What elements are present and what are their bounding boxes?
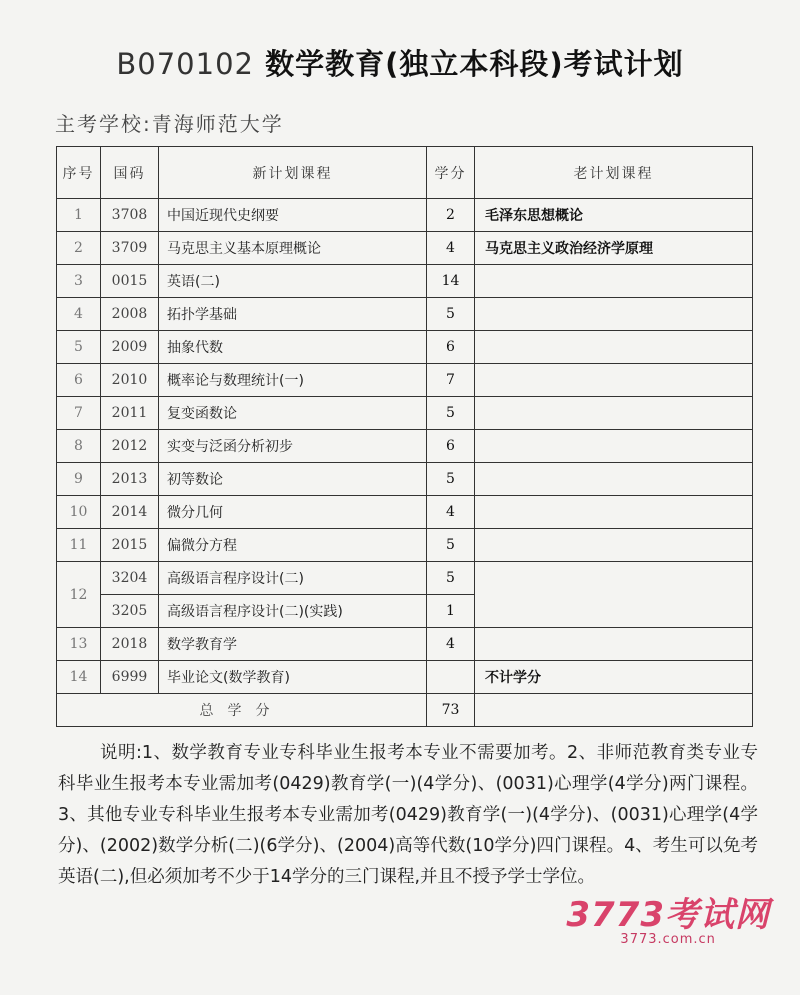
- row-new-course: 抽象代数: [159, 331, 427, 364]
- row-credits: 6: [427, 430, 475, 463]
- row-no: 6: [57, 364, 101, 397]
- row-code: 3708: [101, 199, 159, 232]
- row-code: 3205: [101, 595, 159, 628]
- table-row: [57, 397, 753, 430]
- table-header-row: [57, 147, 753, 199]
- row-credits: 5: [427, 562, 475, 595]
- row-old-course: [475, 265, 753, 298]
- row-credits: 1: [427, 595, 475, 628]
- row-code: 2010: [101, 364, 159, 397]
- table-row: [57, 562, 753, 595]
- row-code: 2015: [101, 529, 159, 562]
- row-no: 10: [57, 496, 101, 529]
- header-old-course: 老计划课程: [475, 147, 753, 199]
- row-old-course: 马克思主义政治经济学原理: [475, 232, 753, 265]
- table-row: [57, 232, 753, 265]
- row-credits: 5: [427, 298, 475, 331]
- row-credits: 5: [427, 397, 475, 430]
- header-new-course: 新计划课程: [159, 147, 427, 199]
- row-old-course: [475, 628, 753, 661]
- row-new-course: 拓扑学基础: [159, 298, 427, 331]
- total-credits: 73: [427, 694, 475, 727]
- table-row: [57, 628, 753, 661]
- row-new-course: 英语(二): [159, 265, 427, 298]
- row-new-course: 初等数论: [159, 463, 427, 496]
- page-title: [0, 42, 800, 83]
- row-code: 3709: [101, 232, 159, 265]
- row-credits: [427, 661, 475, 694]
- row-old-course: 不计学分: [475, 661, 753, 694]
- total-blank: [475, 694, 753, 727]
- row-old-course: [475, 529, 753, 562]
- table-row: [57, 331, 753, 364]
- row-credits: 4: [427, 232, 475, 265]
- row-code: 2008: [101, 298, 159, 331]
- row-new-course: 偏微分方程: [159, 529, 427, 562]
- notes-paragraph: 说明:1、数学教育专业专科毕业生报考本专业不需要加考。2、非师范教育类专业专科毕业生报考本专业需加考(0429)教育学(一)(4学分)、(0031)心理学(4学分)两门课程。3、其他专业专科毕业生报考本专业需加考(0429)教育学(一)(4学分)、(0031)心理学(4学分)、(2002)数学分析(二)(6学分)、(2004)高等代数(10学分)四门课程。4、考生可以免考英语(二),但必须加考不少于14学分的三门课程,并且不授予学士学位。: [58, 743, 758, 887]
- table-row: [57, 496, 753, 529]
- row-old-course: [475, 562, 753, 628]
- row-credits: 4: [427, 496, 475, 529]
- table-row: [57, 265, 753, 298]
- watermark-url: 3773.com.cn: [620, 932, 716, 947]
- row-credits: 7: [427, 364, 475, 397]
- table-row: [57, 364, 753, 397]
- total-row: [57, 694, 753, 727]
- table-row: [57, 529, 753, 562]
- row-old-course: [475, 430, 753, 463]
- row-code: 2009: [101, 331, 159, 364]
- header-no: 序号: [57, 147, 101, 199]
- row-no: 7: [57, 397, 101, 430]
- row-no: 2: [57, 232, 101, 265]
- row-new-course: 实变与泛函分析初步: [159, 430, 427, 463]
- row-new-course: 高级语言程序设计(二): [159, 562, 427, 595]
- row-new-course: 微分几何: [159, 496, 427, 529]
- row-credits: 5: [427, 463, 475, 496]
- row-old-course: [475, 463, 753, 496]
- row-code: 2014: [101, 496, 159, 529]
- exam-plan-table: [56, 146, 753, 727]
- row-credits: 14: [427, 265, 475, 298]
- row-credits: 6: [427, 331, 475, 364]
- row-no: 13: [57, 628, 101, 661]
- row-new-course: 毕业论文(数学教育): [159, 661, 427, 694]
- row-credits: 4: [427, 628, 475, 661]
- row-no: 14: [57, 661, 101, 694]
- row-new-course: 马克思主义基本原理概论: [159, 232, 427, 265]
- row-code: 6999: [101, 661, 159, 694]
- table-row: [57, 199, 753, 232]
- row-no: 3: [57, 265, 101, 298]
- row-no: 12: [57, 562, 101, 628]
- row-old-course: [475, 397, 753, 430]
- row-old-course: [475, 364, 753, 397]
- row-no: 4: [57, 298, 101, 331]
- row-new-course: 数学教育学: [159, 628, 427, 661]
- table-row: [57, 661, 753, 694]
- table-row: [57, 430, 753, 463]
- row-code: 2013: [101, 463, 159, 496]
- total-label: 总学分: [57, 694, 427, 727]
- row-old-course: [475, 331, 753, 364]
- row-code: 0015: [101, 265, 159, 298]
- table-row: [57, 298, 753, 331]
- row-no: 11: [57, 529, 101, 562]
- row-new-course: 概率论与数理统计(一): [159, 364, 427, 397]
- row-new-course: 高级语言程序设计(二)(实践): [159, 595, 427, 628]
- host-school: 主考学校:青海师范大学: [55, 112, 284, 136]
- row-old-course: [475, 298, 753, 331]
- header-credits: 学分: [427, 147, 475, 199]
- row-old-course: [475, 496, 753, 529]
- program-code: B070102: [116, 47, 254, 81]
- watermark-logo: [566, 887, 770, 947]
- program-title: 数学教育(独立本科段)考试计划: [265, 47, 684, 81]
- row-old-course: 毛泽东思想概论: [475, 199, 753, 232]
- row-no: 5: [57, 331, 101, 364]
- row-code: 2012: [101, 430, 159, 463]
- row-code: 3204: [101, 562, 159, 595]
- row-no: 1: [57, 199, 101, 232]
- watermark-brand: 3773考试网: [566, 895, 770, 935]
- row-code: 2018: [101, 628, 159, 661]
- row-credits: 2: [427, 199, 475, 232]
- table-row: [57, 463, 753, 496]
- row-code: 2011: [101, 397, 159, 430]
- row-no: 9: [57, 463, 101, 496]
- row-no: 8: [57, 430, 101, 463]
- row-credits: 5: [427, 529, 475, 562]
- header-code: 国码: [101, 147, 159, 199]
- row-new-course: 复变函数论: [159, 397, 427, 430]
- row-new-course: 中国近现代史纲要: [159, 199, 427, 232]
